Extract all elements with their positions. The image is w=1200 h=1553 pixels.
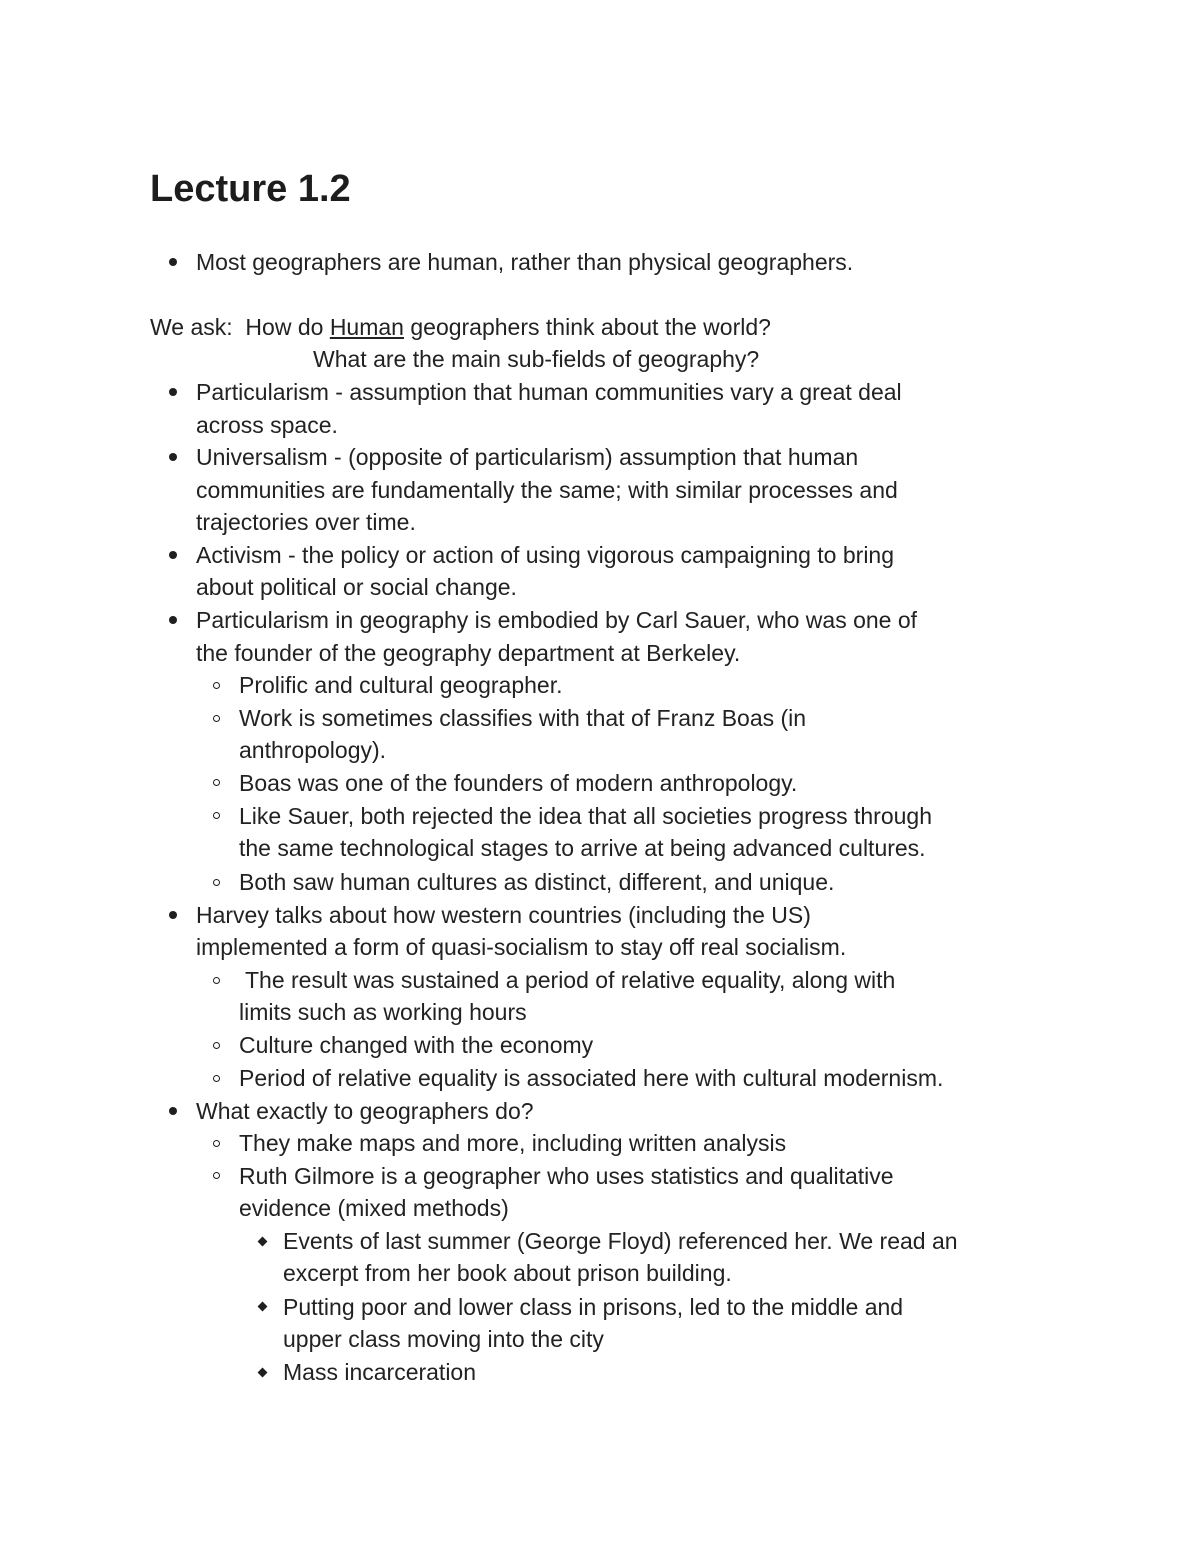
- list-item-text: Boas was one of the founders of modern anthropology.: [239, 770, 798, 796]
- bullet-circle: [213, 812, 220, 819]
- bullet-circle: [213, 1140, 220, 1147]
- list-item-text: Particularism - assumption that human communities vary a great deal: [196, 379, 902, 405]
- bullet-disc: [169, 388, 177, 396]
- list-item-text: communities are fundamentally the same; with similar processes and: [196, 477, 898, 503]
- bullet-circle: [213, 779, 220, 786]
- bullet-circle: [213, 977, 220, 984]
- bullet-diamond: [258, 1302, 268, 1312]
- list-item-text: trajectories over time.: [196, 509, 416, 535]
- we-ask-prefix: We ask: How do: [150, 314, 330, 340]
- list-item-text: What exactly to geographers do?: [196, 1098, 534, 1124]
- bullet-diamond: [258, 1237, 268, 1247]
- list-item-text: implemented a form of quasi-socialism to stay off real socialism.: [196, 934, 847, 960]
- bullet-circle: [213, 1172, 220, 1179]
- bullet-circle: [213, 682, 220, 689]
- bullet-circle: [213, 879, 220, 886]
- bullet-disc: [169, 911, 177, 919]
- we-ask-underlined: Human: [329, 314, 404, 340]
- bullet-disc: [169, 453, 177, 461]
- bullet-disc: [169, 1107, 177, 1115]
- list-item-text: limits such as working hours: [239, 999, 527, 1025]
- list-item-text: Particularism in geography is embodied by Carl Sauer, who was one of: [196, 607, 918, 633]
- list-item-text: across space.: [196, 412, 338, 438]
- list-item-text: Ruth Gilmore is a geographer who uses statistics and qualitative: [239, 1163, 894, 1189]
- we-ask-line: [150, 311, 771, 344]
- bullet-circle: [213, 1075, 220, 1082]
- bullet-diamond: [258, 1368, 268, 1378]
- we-ask-rest: geographers think about the world?: [403, 314, 771, 340]
- list-item-text: They make maps and more, including written analysis: [239, 1130, 787, 1156]
- list-item-text: Work is sometimes classifies with that of Franz Boas (in: [239, 705, 807, 731]
- list-item-text: anthropology).: [239, 737, 387, 763]
- list-item-text: excerpt from her book about prison building.: [283, 1260, 732, 1286]
- list-item-text: Mass incarceration: [283, 1359, 477, 1385]
- list-item-text: Putting poor and lower class in prisons, led to the middle and: [283, 1294, 904, 1320]
- list-item-text: Harvey talks about how western countries (including the US): [196, 902, 811, 928]
- list-item-text: the founder of the geography department at Berkeley.: [196, 640, 741, 666]
- list-item-text: Like Sauer, both rejected the idea that all societies progress through: [239, 803, 932, 829]
- list-item-text: evidence (mixed methods): [239, 1195, 509, 1221]
- list-item-text: Culture changed with the economy: [239, 1032, 594, 1058]
- list-item-text: The result was sustained a period of relative equality, along with: [239, 967, 896, 993]
- list-item-text: Events of last summer (George Floyd) referenced her. We read an: [283, 1228, 958, 1254]
- bullet-disc: [169, 616, 177, 624]
- bullet-disc: [169, 258, 177, 266]
- bullet-disc: [169, 551, 177, 559]
- page-title: Lecture 1.2: [150, 168, 351, 210]
- bullet-circle: [213, 1042, 220, 1049]
- list-item-text: Both saw human cultures as distinct, different, and unique.: [239, 869, 835, 895]
- list-item-text: Universalism - (opposite of particularism) assumption that human: [196, 444, 859, 470]
- list-item-text: Activism - the policy or action of using vigorous campaigning to bring: [196, 542, 895, 568]
- bullet-circle: [213, 715, 220, 722]
- list-item-text: Prolific and cultural geographer.: [239, 672, 563, 698]
- list-item-text: the same technological stages to arrive at being advanced cultures.: [239, 835, 926, 861]
- list-item-text: upper class moving into the city: [283, 1326, 604, 1352]
- list-item-text: about political or social change.: [196, 574, 517, 600]
- list-item-text: Period of relative equality is associated here with cultural modernism.: [239, 1065, 944, 1091]
- intro-bullet-text: Most geographers are human, rather than physical geographers.: [196, 249, 854, 275]
- we-ask-second-question: What are the main sub-fields of geography?: [313, 346, 760, 372]
